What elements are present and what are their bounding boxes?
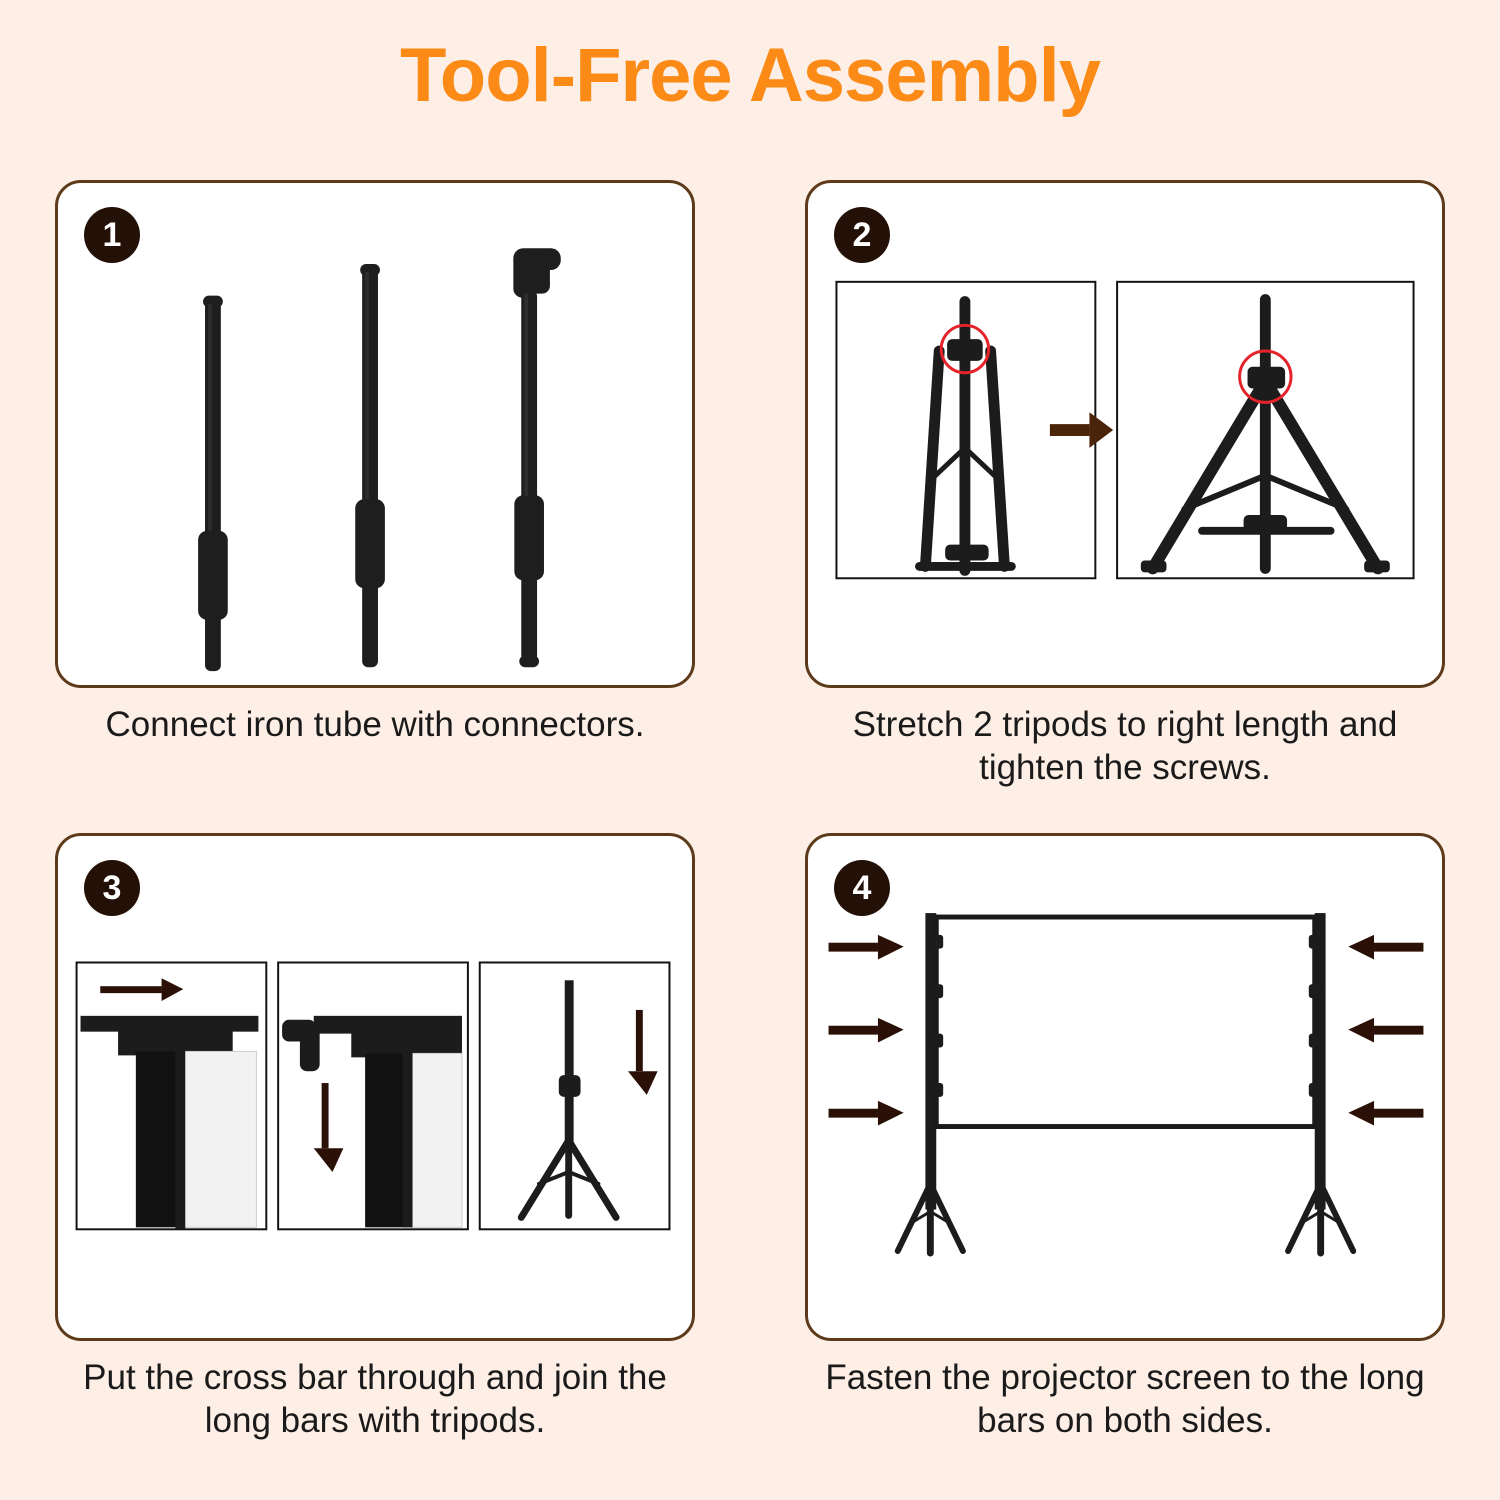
step-number-badge-4: 4 <box>834 860 890 916</box>
step-caption-2: Stretch 2 tripods to right length and tighten the screws. <box>852 705 1398 787</box>
step-panel-2 <box>805 180 1445 688</box>
step-cell-1 <box>0 180 750 789</box>
step-illustration-1 <box>58 183 692 685</box>
step-number-badge-1: 1 <box>84 207 140 263</box>
step-cell-4 <box>750 833 1500 1442</box>
step-caption-3: Put the cross bar through and join the long bars with tripods. <box>83 1358 667 1441</box>
step-cell-3 <box>0 833 750 1442</box>
step-cell-2 <box>750 180 1500 789</box>
step-number-badge-2: 2 <box>834 207 890 263</box>
step-caption-1: Connect iron tube with connectors. <box>105 705 645 744</box>
step-panel-4 <box>805 833 1445 1341</box>
step-panel-3 <box>55 833 695 1341</box>
step-illustration-4 <box>808 836 1442 1338</box>
step-caption-4: Fasten the projector screen to the long bars on both sides. <box>825 1358 1425 1441</box>
step-illustration-2 <box>808 183 1442 685</box>
step-number-badge-3: 3 <box>84 860 140 916</box>
page-title: Tool-Free Assembly <box>400 33 1100 118</box>
steps-grid <box>0 180 1500 1443</box>
step-panel-1 <box>55 180 695 688</box>
step-illustration-3 <box>58 836 692 1338</box>
